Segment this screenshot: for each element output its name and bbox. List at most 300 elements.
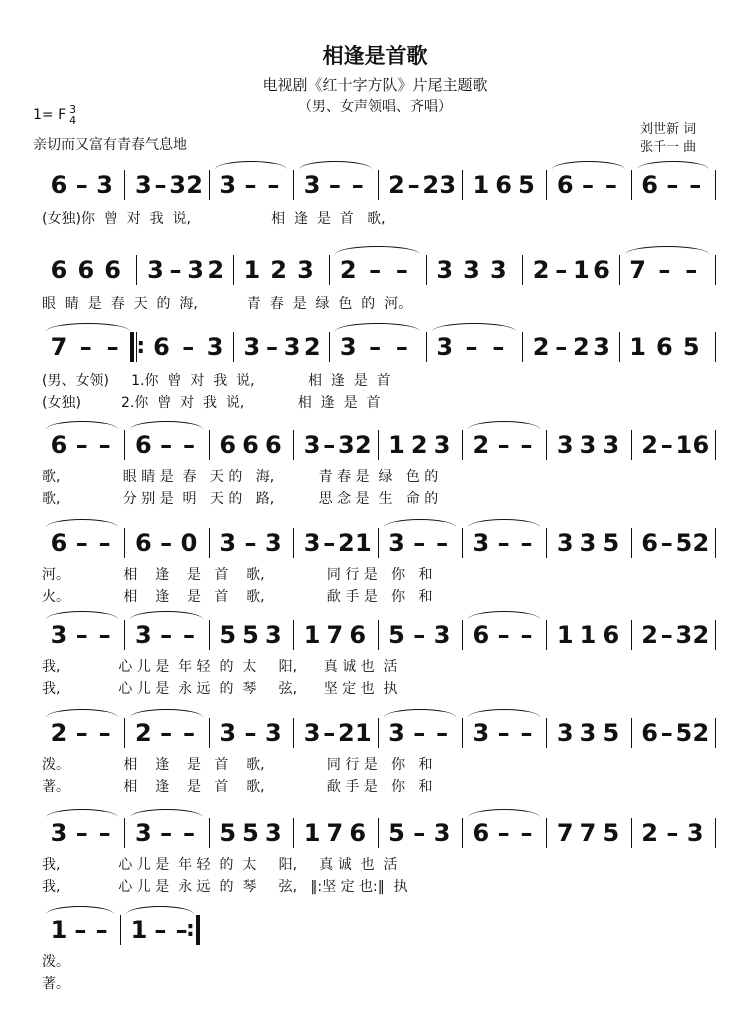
dash-extension: – xyxy=(520,819,533,847)
dash-extension: – xyxy=(520,431,533,459)
barline xyxy=(293,818,294,848)
note: 1 xyxy=(303,819,321,847)
note: 3 xyxy=(206,333,224,361)
note: 2 xyxy=(422,171,440,199)
composer-credit: 张千一 曲 xyxy=(640,140,697,155)
tie-slur xyxy=(46,709,118,726)
barline xyxy=(546,528,547,558)
notation-row xyxy=(0,255,750,295)
tie-slur xyxy=(46,611,118,628)
note: 2 xyxy=(641,621,658,649)
note: 3 xyxy=(264,819,282,847)
repeat-end-barline xyxy=(196,915,200,945)
tie-slur xyxy=(432,323,516,340)
dash-extension: – xyxy=(328,171,341,199)
note: 1 xyxy=(579,621,597,649)
lyrics-verse-1: 河。 相 逢 是 首 歌, 同 行 是 你 和 xyxy=(42,567,433,583)
dash-extension: – xyxy=(323,431,336,459)
dash-extension: – xyxy=(492,333,505,361)
barline xyxy=(715,620,716,650)
note: 6 xyxy=(77,256,95,284)
notation-row xyxy=(0,332,750,372)
note: 3 xyxy=(50,621,68,649)
barline xyxy=(293,620,294,650)
barline xyxy=(715,818,716,848)
note: 6 xyxy=(472,621,490,649)
dash-extension: – xyxy=(685,256,698,284)
song-subtitle: 电视剧《红十字方队》片尾主题歌 xyxy=(262,76,488,94)
dash-extension: – xyxy=(160,819,173,847)
note: 5 xyxy=(675,719,693,747)
note: 6 xyxy=(692,431,710,459)
barline xyxy=(209,620,210,650)
note: 3 xyxy=(675,621,693,649)
barline xyxy=(329,255,330,285)
barline xyxy=(546,718,547,748)
note: 3 xyxy=(147,256,164,284)
barline xyxy=(124,718,125,748)
dash-extension: – xyxy=(160,621,173,649)
lyrics-verse-2: 我, 心 儿 是 永 远 的 琴 弦, 坚 定 也 执 xyxy=(42,681,398,697)
dash-extension: – xyxy=(98,529,111,557)
note: 2 xyxy=(207,256,225,284)
dash-extension: – xyxy=(75,529,88,557)
dash-extension: – xyxy=(497,529,510,557)
dash-extension: – xyxy=(265,333,278,361)
note: 2 xyxy=(692,719,710,747)
dash-extension: – xyxy=(582,171,595,199)
note: 6 xyxy=(495,171,512,199)
dash-extension: – xyxy=(160,431,173,459)
repeat-dots: : xyxy=(136,334,146,359)
barline xyxy=(378,430,379,460)
dash-extension: – xyxy=(98,719,111,747)
note: 5 xyxy=(602,719,620,747)
tie-slur xyxy=(468,809,540,826)
tie-slur xyxy=(130,421,202,438)
note: 6 xyxy=(656,333,673,361)
note: 1 xyxy=(50,916,68,944)
note: 6 xyxy=(593,256,610,284)
dash-extension: – xyxy=(169,256,182,284)
barline xyxy=(378,170,379,200)
dash-extension: – xyxy=(666,819,679,847)
note: 5 xyxy=(682,333,700,361)
barline xyxy=(426,332,427,362)
dash-extension: – xyxy=(436,719,449,747)
note: 5 xyxy=(388,621,405,649)
note: 3 xyxy=(169,171,186,199)
note: 3 xyxy=(135,819,152,847)
note: 3 xyxy=(433,621,451,649)
note: 3 xyxy=(579,529,597,557)
dash-extension: – xyxy=(555,256,568,284)
note: 6 xyxy=(104,256,121,284)
note: 3 xyxy=(556,431,574,459)
barline xyxy=(378,818,379,848)
note: 5 xyxy=(219,621,237,649)
dash-extension: – xyxy=(98,819,111,847)
barline xyxy=(293,430,294,460)
barline xyxy=(546,620,547,650)
barline xyxy=(546,170,547,200)
dash-extension: – xyxy=(369,256,382,284)
note: 7 xyxy=(326,819,344,847)
barline xyxy=(293,718,294,748)
note: 3 xyxy=(219,171,237,199)
note: 6 xyxy=(349,621,367,649)
note: 3 xyxy=(593,333,610,361)
note: 3 xyxy=(303,529,321,557)
dash-extension: – xyxy=(497,719,510,747)
tie-slur xyxy=(130,709,202,726)
dash-extension: – xyxy=(660,529,673,557)
lyrics-verse-2: 火。 相 逢 是 首 歌, 歃 手 是 你 和 xyxy=(42,589,433,605)
lyrics-verse-1: 我, 心 儿 是 年 轻 的 太 阳, 真 诚 也 活 xyxy=(42,659,398,675)
meter-top: 3 xyxy=(69,103,77,116)
barline xyxy=(631,620,632,650)
note: 6 xyxy=(50,256,68,284)
note: 1 xyxy=(243,256,261,284)
barline xyxy=(124,818,125,848)
note: 2 xyxy=(388,171,405,199)
dash-extension: – xyxy=(98,621,111,649)
barline xyxy=(715,430,716,460)
note: 2 xyxy=(339,256,357,284)
dash-extension: – xyxy=(666,171,679,199)
barline xyxy=(619,332,620,362)
note: 2 xyxy=(303,333,321,361)
lyrics-verse-1: 我, 心 儿 是 年 轻 的 太 阳, 真 诚 也 活 xyxy=(42,857,398,873)
tie-slur xyxy=(625,246,709,263)
dash-extension: – xyxy=(95,916,108,944)
barline xyxy=(462,818,463,848)
tie-slur xyxy=(126,906,194,923)
note: 7 xyxy=(629,256,646,284)
barline xyxy=(715,255,716,285)
dash-extension: – xyxy=(75,431,88,459)
note: 7 xyxy=(556,819,574,847)
barline xyxy=(462,528,463,558)
dash-extension: – xyxy=(75,719,88,747)
tie-slur xyxy=(46,323,130,340)
performance-note: （男、女声领唱、齐唱） xyxy=(298,99,452,115)
barline xyxy=(293,528,294,558)
barline xyxy=(462,170,463,200)
tie-slur xyxy=(46,809,118,826)
barline xyxy=(124,620,125,650)
barline xyxy=(124,430,125,460)
lyrics-verse-1: (女独)你 曾 对 我 说, 相 逢 是 首 歌, xyxy=(42,211,386,227)
dash-extension: – xyxy=(175,916,188,944)
barline xyxy=(209,170,210,200)
tie-slur xyxy=(468,519,540,536)
tie-slur xyxy=(299,161,371,178)
notation-row xyxy=(0,718,750,758)
tie-slur xyxy=(335,323,419,340)
note: 7 xyxy=(50,333,68,361)
note: 6 xyxy=(219,431,237,459)
note: 1 xyxy=(355,529,372,557)
note: 3 xyxy=(439,171,457,199)
note: 3 xyxy=(283,333,301,361)
note: 5 xyxy=(388,819,405,847)
note: 6 xyxy=(472,819,490,847)
dash-extension: – xyxy=(413,719,426,747)
note: 2 xyxy=(532,333,550,361)
note: 3 xyxy=(264,719,282,747)
note: 2 xyxy=(337,529,355,557)
note: 1 xyxy=(472,171,490,199)
note: 6 xyxy=(264,431,282,459)
note: 3 xyxy=(579,719,597,747)
barline xyxy=(124,528,125,558)
barline xyxy=(124,170,125,200)
tie-slur xyxy=(46,421,118,438)
barline xyxy=(631,430,632,460)
note: 2 xyxy=(641,819,658,847)
note: 2 xyxy=(692,529,710,557)
barline xyxy=(631,818,632,848)
tie-slur xyxy=(384,709,456,726)
note: 3 xyxy=(463,256,480,284)
notation-row xyxy=(0,620,750,660)
dash-extension: – xyxy=(369,333,382,361)
note: 6 xyxy=(153,333,170,361)
barline xyxy=(546,430,547,460)
note: 1 xyxy=(556,621,574,649)
note: 5 xyxy=(219,819,237,847)
dash-extension: – xyxy=(413,529,426,557)
note: 2 xyxy=(270,256,287,284)
note: 3 xyxy=(96,171,113,199)
meter-bottom: 4 xyxy=(69,114,77,127)
tie-slur xyxy=(384,519,456,536)
notation-row xyxy=(0,915,750,955)
dash-extension: – xyxy=(351,171,364,199)
note: 6 xyxy=(602,621,620,649)
dash-extension: – xyxy=(267,171,280,199)
dash-extension: – xyxy=(323,529,336,557)
barline xyxy=(209,718,210,748)
note: 3 xyxy=(388,719,405,747)
tie-slur xyxy=(130,611,202,628)
tie-slur xyxy=(335,246,419,263)
note: 3 xyxy=(686,819,704,847)
dash-extension: – xyxy=(660,621,673,649)
note: 1 xyxy=(388,431,405,459)
note: 3 xyxy=(135,171,152,199)
note: 2 xyxy=(641,431,658,459)
barline xyxy=(209,818,210,848)
note: 2 xyxy=(50,719,68,747)
lyrics-verse-2: 著。 相 逢 是 首 歌, 歃 手 是 你 和 xyxy=(42,779,433,795)
lyrics-verse-2: 著。 xyxy=(42,976,70,992)
dash-extension: – xyxy=(407,171,420,199)
note: 6 xyxy=(50,431,68,459)
dash-extension: – xyxy=(182,719,195,747)
note: 5 xyxy=(242,819,259,847)
lyrics-verse-2: (女独) 2.你 曾 对 我 说, 相 逢 是 首 xyxy=(42,395,381,411)
note: 2 xyxy=(410,431,428,459)
note: 3 xyxy=(303,719,321,747)
note: 3 xyxy=(436,333,454,361)
note: 2 xyxy=(472,431,490,459)
barline xyxy=(619,255,620,285)
note: 3 xyxy=(579,431,597,459)
notation-row xyxy=(0,818,750,858)
note: 5 xyxy=(242,621,259,649)
dash-extension: – xyxy=(75,171,88,199)
barline xyxy=(715,332,716,362)
note: 2 xyxy=(186,171,203,199)
note: 1 xyxy=(675,431,693,459)
note: 3 xyxy=(337,431,355,459)
dash-extension: – xyxy=(98,431,111,459)
tempo-marking: 亲切而又富有青春气息地 xyxy=(33,137,187,153)
song-title: 相逢是首歌 xyxy=(322,44,428,68)
note: 3 xyxy=(297,256,314,284)
note: 6 xyxy=(556,171,574,199)
dash-extension: – xyxy=(244,529,257,557)
note: 3 xyxy=(433,431,451,459)
note: 3 xyxy=(436,256,454,284)
dash-extension: – xyxy=(160,529,173,557)
lyrics-verse-1: 泼。 相 逢 是 首 歌, 同 行 是 你 和 xyxy=(42,757,433,773)
note: 6 xyxy=(50,171,68,199)
note: 6 xyxy=(135,431,152,459)
tie-slur xyxy=(468,709,540,726)
dash-extension: – xyxy=(244,719,257,747)
barline xyxy=(522,332,523,362)
dash-extension: – xyxy=(74,916,87,944)
dash-extension: – xyxy=(106,333,119,361)
dash-extension: – xyxy=(160,719,173,747)
note: 3 xyxy=(243,333,261,361)
note: 2 xyxy=(692,621,710,649)
note: 3 xyxy=(472,529,490,557)
dash-extension: – xyxy=(75,819,88,847)
note: 5 xyxy=(675,529,693,557)
barline xyxy=(233,255,234,285)
note: 1 xyxy=(572,256,590,284)
dash-extension: – xyxy=(323,719,336,747)
lyrics-verse-2: 我, 心 儿 是 永 远 的 琴 弦, ‖:坚 定 也:‖ 执 xyxy=(42,879,408,895)
dash-extension: – xyxy=(520,719,533,747)
note: 3 xyxy=(303,431,321,459)
dash-extension: – xyxy=(604,171,617,199)
note: 3 xyxy=(339,333,357,361)
barline xyxy=(329,332,330,362)
barline xyxy=(715,528,716,558)
barline xyxy=(209,528,210,558)
barline xyxy=(462,620,463,650)
dash-extension: – xyxy=(79,333,92,361)
barline xyxy=(631,718,632,748)
note: 5 xyxy=(602,529,620,557)
note: 2 xyxy=(572,333,590,361)
dash-extension: – xyxy=(520,621,533,649)
dash-extension: – xyxy=(436,529,449,557)
dash-extension: – xyxy=(75,621,88,649)
tie-slur xyxy=(468,611,540,628)
lyrics-verse-1: (男、女领) 1.你 曾 对 我 说, 相 逢 是 首 xyxy=(42,373,391,389)
time-signature xyxy=(69,104,76,126)
note: 3 xyxy=(187,256,204,284)
dash-extension: – xyxy=(555,333,568,361)
barline xyxy=(462,718,463,748)
note: 6 xyxy=(135,529,152,557)
note: 1 xyxy=(130,916,148,944)
dash-extension: – xyxy=(689,171,702,199)
note: 1 xyxy=(303,621,321,649)
barline xyxy=(426,255,427,285)
note: 2 xyxy=(337,719,355,747)
barline xyxy=(378,528,379,558)
dash-extension: – xyxy=(465,333,478,361)
tie-slur xyxy=(46,906,114,923)
barline xyxy=(631,170,632,200)
note: 6 xyxy=(641,529,658,557)
key-signature xyxy=(33,104,76,126)
barline xyxy=(378,620,379,650)
dash-extension: – xyxy=(413,621,426,649)
dash-extension: – xyxy=(520,529,533,557)
lyrics-verse-1: 歌, 眼 睛 是 春 天 的 海, 青 春 是 绿 色 的 xyxy=(42,469,439,485)
barline xyxy=(120,915,121,945)
barline xyxy=(233,332,234,362)
barline xyxy=(715,170,716,200)
note: 3 xyxy=(472,719,490,747)
dash-extension: – xyxy=(182,333,195,361)
note: 7 xyxy=(326,621,344,649)
note: 3 xyxy=(264,529,282,557)
note: 6 xyxy=(242,431,259,459)
dash-extension: – xyxy=(395,256,408,284)
repeat-start-barline xyxy=(130,332,134,362)
note: 3 xyxy=(219,529,237,557)
dash-extension: – xyxy=(154,916,167,944)
dash-extension: – xyxy=(497,431,510,459)
dash-extension: – xyxy=(497,621,510,649)
tie-slur xyxy=(637,161,709,178)
note: 7 xyxy=(579,819,597,847)
lyricist-credit: 刘世新 词 xyxy=(640,122,697,137)
note: 6 xyxy=(641,719,658,747)
note: 3 xyxy=(303,171,321,199)
dash-extension: – xyxy=(182,819,195,847)
dash-extension: – xyxy=(395,333,408,361)
note: 1 xyxy=(629,333,646,361)
note: 6 xyxy=(349,819,367,847)
note: 3 xyxy=(602,431,620,459)
dash-extension: – xyxy=(497,819,510,847)
tie-slur xyxy=(215,161,287,178)
note: 2 xyxy=(355,431,372,459)
dash-extension: – xyxy=(182,431,195,459)
barline xyxy=(631,528,632,558)
note: 3 xyxy=(388,529,405,557)
note: 2 xyxy=(532,256,550,284)
notation-row xyxy=(0,170,750,210)
barline xyxy=(378,718,379,748)
repeat-dots: : xyxy=(186,917,195,942)
lyrics-verse-1: 眼 睛 是 春 天 的 海, 青 春 是 绿 色 的 河。 xyxy=(42,296,413,312)
dash-extension: – xyxy=(182,621,195,649)
notation-row xyxy=(0,430,750,470)
tie-slur xyxy=(552,161,624,178)
barline xyxy=(293,170,294,200)
